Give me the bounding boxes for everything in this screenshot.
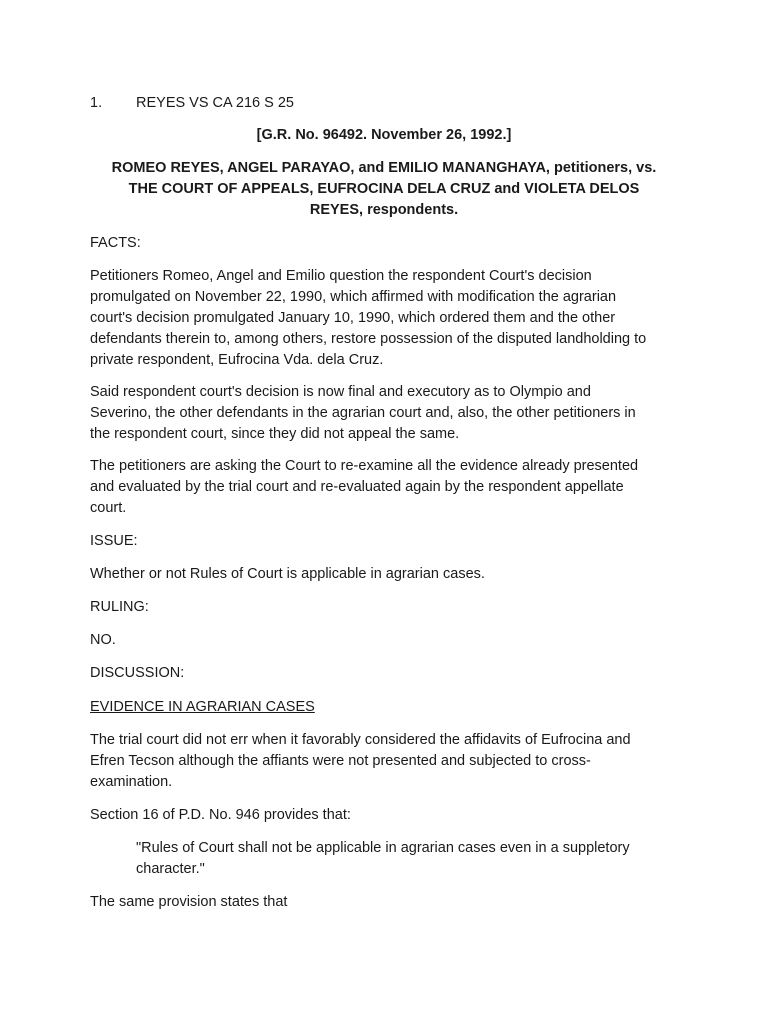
- facts-p1-line: court's decision promulgated January 10, 1990, which ordered them and the other: [90, 310, 616, 326]
- disc-p3: The same provision states that: [90, 894, 288, 910]
- disc-p2: Section 16 of P.D. No. 946 provides that:: [90, 807, 351, 823]
- facts-p1-line: promulgated on November 22, 1990, which affirmed with modification the agrarian: [90, 289, 617, 305]
- disc-p1-line: examination.: [90, 774, 173, 790]
- ruling-label: RULING:: [90, 599, 149, 615]
- case-reference: [G.R. No. 96492. November 26, 1992.]: [256, 127, 512, 143]
- facts-p2-line: the respondent court, since they did not appeal the same.: [90, 426, 460, 442]
- ruling-text: NO.: [90, 632, 116, 648]
- facts-p3-line: The petitioners are asking the Court to re-examine all the evidence already presented: [90, 458, 639, 474]
- discussion-label: DISCUSSION:: [90, 665, 185, 681]
- facts-p1-line: private respondent, Eufrocina Vda. dela Cruz.: [90, 352, 384, 368]
- issue-label: ISSUE:: [90, 533, 138, 549]
- facts-p2-line: Severino, the other defendants in the agrarian court and, also, the other petitioners in: [90, 405, 636, 421]
- facts-p1-line: defendants therein to, among others, restore possession of the disputed landholding to: [90, 331, 647, 347]
- facts-p1-line: Petitioners Romeo, Angel and Emilio question the respondent Court's decision: [90, 268, 592, 284]
- case-title: REYES VS CA 216 S 25: [136, 95, 294, 111]
- parties-line-1: ROMEO REYES, ANGEL PARAYAO, and EMILIO MANANGHAYA, petitioners, vs.: [111, 160, 657, 176]
- facts-p3-line: court.: [90, 500, 127, 516]
- quote-line: "Rules of Court shall not be applicable in agrarian cases even in a suppletory: [136, 840, 630, 856]
- facts-p2-line: Said respondent court's decision is now final and executory as to Olympio and: [90, 384, 591, 400]
- disc-p1-line: Efren Tecson although the affiants were not presented and subjected to cross-: [90, 753, 591, 769]
- parties-line-3: REYES, respondents.: [309, 202, 459, 218]
- section-heading: EVIDENCE IN AGRARIAN CASES: [90, 699, 315, 715]
- parties-line-2: THE COURT OF APPEALS, EUFROCINA DELA CRUZ and VIOLETA DELOS: [128, 181, 640, 197]
- case-number: 1.: [90, 95, 103, 111]
- quote-line: character.": [136, 861, 205, 877]
- disc-p1-line: The trial court did not err when it favorably considered the affidavits of Eufrocina and: [90, 732, 631, 748]
- facts-p3-line: and evaluated by the trial court and re-evaluated again by the respondent appellate: [90, 479, 624, 495]
- issue-text: Whether or not Rules of Court is applicable in agrarian cases.: [90, 566, 485, 582]
- facts-label: FACTS:: [90, 235, 141, 251]
